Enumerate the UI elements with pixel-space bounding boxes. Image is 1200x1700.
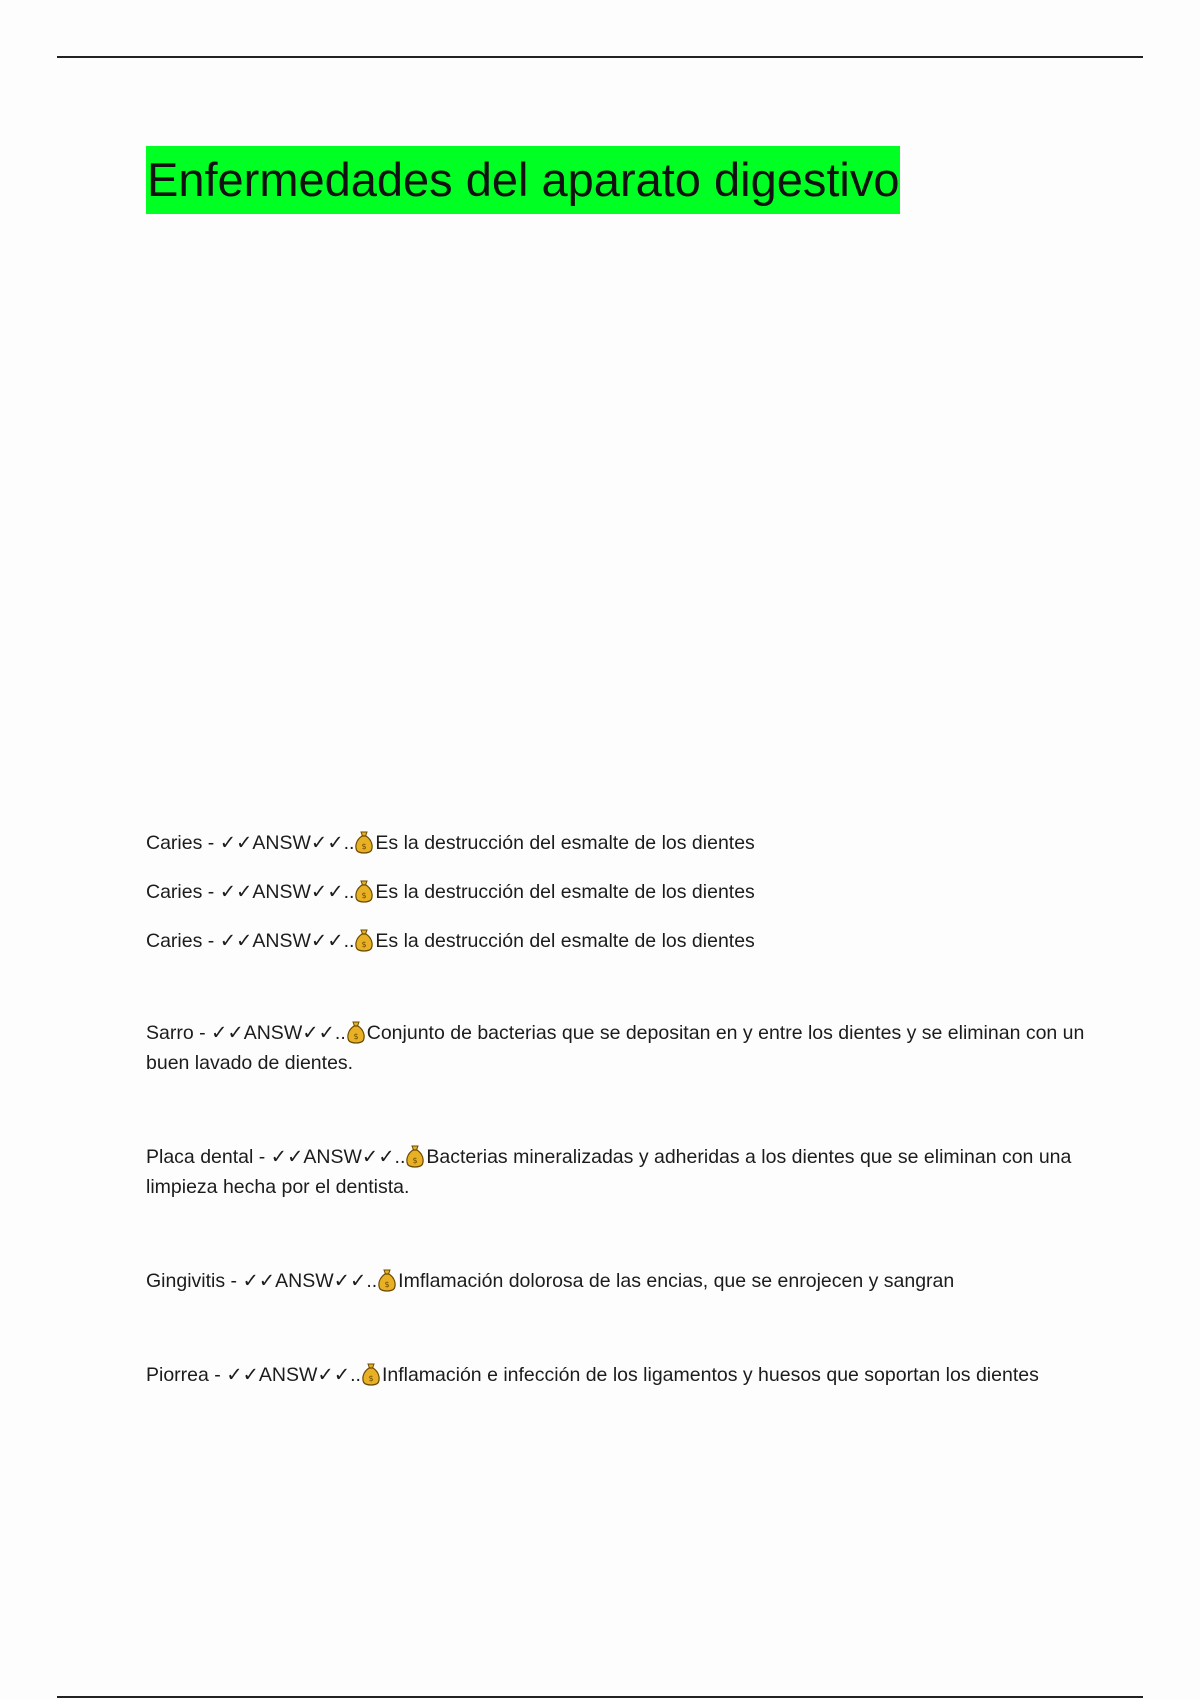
flashcard-entry: Caries - ✓✓ANSW✓✓.. $ Es la destrucción del esmalte de los dientes [146, 881, 755, 903]
term: Caries [146, 930, 203, 952]
term: Caries [146, 832, 203, 854]
answer-tag: ANSW [303, 1146, 362, 1168]
top-rule [57, 56, 1143, 58]
answer-tag: ANSW [252, 930, 311, 952]
money-bag-icon [346, 1021, 366, 1045]
page-title: Enfermedades del aparato digestivo [146, 146, 900, 214]
title-block [146, 146, 900, 214]
svg-text:$: $ [361, 940, 367, 949]
answer-checks: ✓✓ [219, 881, 253, 903]
term: Piorrea [146, 1364, 209, 1386]
answer-checks: ✓✓ [333, 1270, 367, 1292]
answer-dots: .. [334, 1022, 346, 1044]
term: Sarro [146, 1022, 194, 1044]
answer-checks: ✓✓ [211, 1022, 244, 1044]
flashcard-entry: Caries - ✓✓ANSW✓✓.. $ Es la destrucción del esmalte de los dientes [146, 930, 755, 952]
answer-dots: .. [350, 1364, 361, 1386]
definition: Es la destrucción del esmalte de los dientes [375, 832, 755, 854]
answer-checks: ✓✓ [310, 881, 344, 903]
svg-text:$: $ [412, 1156, 418, 1165]
money-bag-icon [377, 1269, 397, 1293]
money-bag-icon [361, 1363, 381, 1387]
answer-tag: ANSW [258, 1364, 318, 1386]
answer-checks: ✓✓ [317, 1364, 351, 1386]
definition: Bacterias mineralizadas y adheridas a los dientes que se eliminan con una limpieza hecha por el dentista. [146, 1146, 1072, 1198]
flashcard-list [146, 828, 1096, 1390]
answer-tag: ANSW [243, 1022, 303, 1044]
answer-checks: ✓✓ [226, 1364, 259, 1386]
flashcard-entry: Piorrea - ✓✓ANSW✓✓.. $ Inflamación e infección de los ligamentos y huesos que soportan los dientes [146, 1364, 1039, 1386]
bottom-rule [57, 1696, 1143, 1698]
answer-tag: ANSW [252, 832, 311, 854]
definition: Es la destrucción del esmalte de los dientes [375, 881, 755, 903]
svg-text:$: $ [384, 1280, 390, 1289]
answer-checks: ✓✓ [361, 1146, 395, 1168]
term: Gingivitis [146, 1270, 226, 1292]
flashcard-entry: Caries - ✓✓ANSW✓✓.. $ Es la destrucción del esmalte de los dientes [146, 832, 755, 854]
svg-text:$: $ [368, 1374, 374, 1383]
definition: Es la destrucción del esmalte de los dientes [375, 930, 755, 952]
answer-tag: ANSW [252, 881, 311, 903]
definition: Imflamación dolorosa de las encias, que se enrojecen y sangran [398, 1270, 955, 1292]
answer-checks: ✓✓ [310, 930, 344, 952]
money-bag-icon [354, 880, 374, 904]
term: Placa dental [146, 1146, 254, 1168]
flashcard-entry: Sarro - ✓✓ANSW✓✓.. $ Conjunto de bacterias que se depositan en y entre los dientes y se eliminan con un buen lavado de dientes. [146, 1022, 1085, 1074]
answer-checks: ✓✓ [310, 832, 344, 854]
answer-checks: ✓✓ [219, 832, 253, 854]
answer-dots: .. [343, 881, 355, 903]
svg-text:$: $ [361, 842, 367, 851]
flashcard-entry: Placa dental - ✓✓ANSW✓✓.. $ Bacterias mineralizadas y adheridas a los dientes que se eliminan con una limpieza hecha por el dentista. [146, 1146, 1072, 1198]
answer-checks: ✓✓ [302, 1022, 335, 1044]
money-bag-icon [354, 929, 374, 953]
answer-tag: ANSW [275, 1270, 334, 1292]
answer-checks: ✓✓ [242, 1270, 276, 1292]
answer-dots: .. [394, 1146, 406, 1168]
answer-dots: .. [343, 832, 355, 854]
answer-checks: ✓✓ [270, 1146, 304, 1168]
svg-text:$: $ [361, 891, 367, 900]
definition: Conjunto de bacterias que se depositan en y entre los dientes y se eliminan con un buen lavado de dientes. [146, 1022, 1085, 1074]
flashcard-entry: Gingivitis - ✓✓ANSW✓✓.. $ Imflamación dolorosa de las encias, que se enrojecen y sangran [146, 1270, 955, 1292]
money-bag-icon [405, 1145, 425, 1169]
answer-dots: .. [366, 1270, 378, 1292]
term: Caries [146, 881, 203, 903]
answer-checks: ✓✓ [219, 930, 253, 952]
svg-text:$: $ [353, 1032, 359, 1041]
answer-dots: .. [343, 930, 355, 952]
money-bag-icon [354, 831, 374, 855]
definition: Inflamación e infección de los ligamentos y huesos que soportan los dientes [381, 1364, 1039, 1386]
